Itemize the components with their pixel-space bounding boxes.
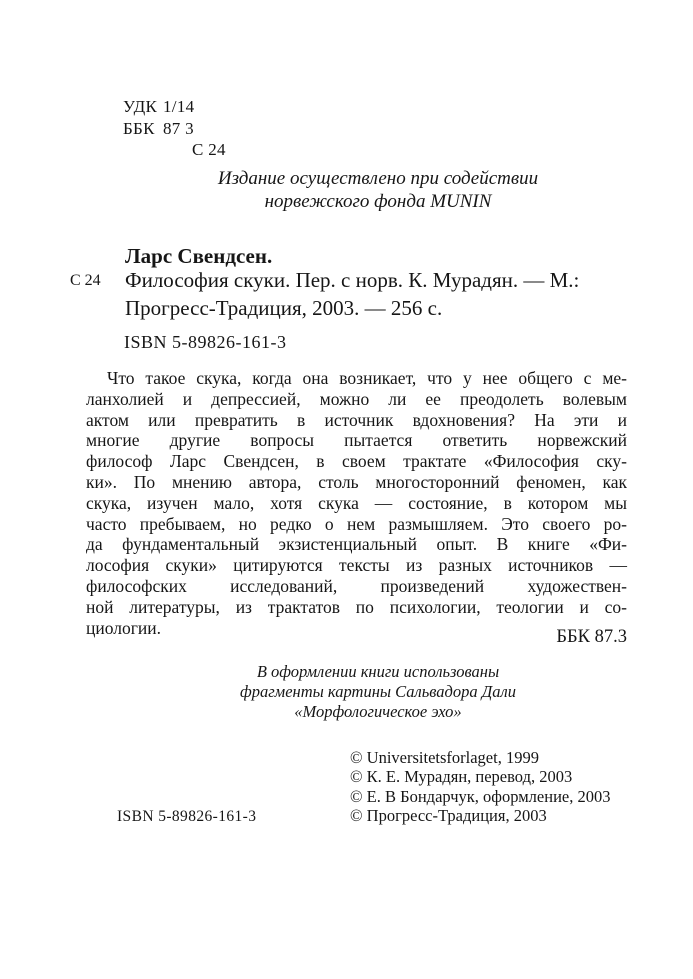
annotation-line: многие другие вопросы пытается ответить норвежский [86, 430, 627, 451]
udk-line [123, 96, 226, 118]
copyright-line: © Прогресс-Традиция, 2003 [350, 805, 547, 825]
classification-block [123, 96, 226, 161]
design-credit-line: фрагменты картины Сальвадора Дали [240, 681, 516, 701]
isbn-top: ISBN 5-89826-161-3 [124, 332, 287, 352]
annotation-line: Что такое скука, когда она возникает, что у нее общего с ме- [107, 368, 627, 388]
author-sign: С 24 [192, 140, 226, 159]
copyright-block [350, 748, 610, 825]
design-credit-line: В оформлении книги использованы [256, 662, 500, 681]
annotation-line: лософия скуки» цитируются тексты из разных источников — [86, 555, 627, 576]
copyright-line: © К. Е. Мурадян, перевод, 2003 [350, 767, 573, 787]
author-heading: Ларс Свендсен. [125, 244, 273, 268]
annotation-line: философ Ларс Свендсен, в своем трактате «Философия ску- [86, 451, 627, 472]
catalog-entry-line: Прогресс-Традиция, 2003. — 256 с. [125, 295, 443, 320]
sponsor-note [98, 167, 658, 213]
copyright-line: © Universitetsforlaget, 1999 [350, 748, 539, 767]
design-credit-line: «Морфологическое эхо» [294, 701, 462, 721]
sponsor-note-line: норвежского фонда MUNIN [264, 191, 492, 212]
annotation-line: актом или превратить в источник вдохновения? На эти и [86, 409, 627, 430]
annotation-line: скука, изучен мало, хотя скука — состояние, в котором мы [86, 492, 627, 513]
catalog-sign: С 24 [70, 272, 101, 289]
annotation-line: философских исследований, произведений художествен- [86, 575, 627, 596]
bbk-value: 87 3 [163, 118, 194, 138]
annotation-line: да фундаментальный экзистенциальный опыт. В книге «Фи- [86, 534, 627, 555]
sponsor-note-line: Издание осуществлено при содействии [217, 168, 539, 189]
copyright-line: © Е. В Бондарчук, оформление, 2003 [350, 786, 611, 806]
isbn-bottom: ISBN 5-89826-161-3 [117, 808, 257, 825]
catalog-entry-line: Философия скуки. Пер. с норв. К. Мурадян. — М.: [125, 268, 580, 292]
bbk-line [123, 118, 226, 140]
udk-label: УДК [123, 97, 158, 116]
annotation-line: ланхолией и депрессией, можно ли ее преодолеть волевым [86, 388, 627, 409]
annotation-line: ной литературы, из трактатов по психологии, теологии и со- [86, 596, 627, 617]
annotation-paragraph [86, 368, 627, 638]
annotation-line: циологии. [86, 617, 162, 638]
annotation-line: часто пребываем, но редко о нем размышляем. Это своего ро- [86, 513, 627, 534]
bbk-label: ББК [123, 118, 155, 138]
catalog-entry [125, 267, 645, 322]
bbk-footer: ББК 87.3 [556, 627, 627, 647]
annotation-line: ки». По мнению автора, столь многосторонний феномен, как [86, 471, 627, 492]
udk-value: 1/14 [163, 97, 195, 116]
design-credit [98, 662, 658, 721]
